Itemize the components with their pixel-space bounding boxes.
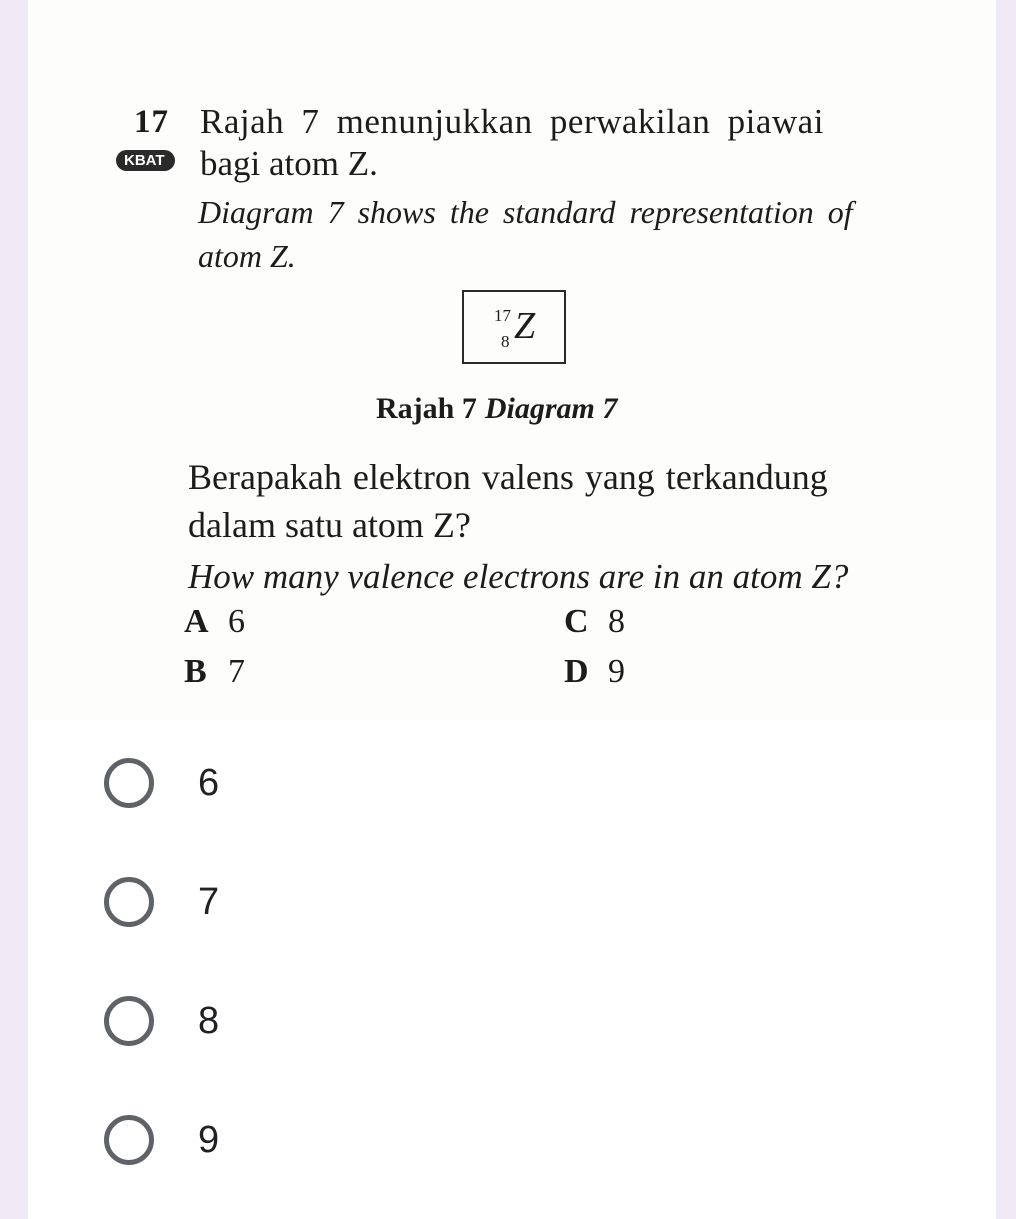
malay-prompt-line-1: Rajah 7 menunjukkan perwakilan piawai: [200, 102, 824, 141]
caption-malay: Rajah 7: [376, 392, 477, 425]
option-value: 6: [228, 603, 245, 640]
question-number: 17: [134, 104, 169, 140]
choice-option-4[interactable]: [104, 1110, 504, 1170]
malay-question-line-2: dalam satu atom Z?: [188, 505, 471, 545]
english-question: How many valence electrons are in an atom Z?: [188, 557, 849, 596]
choice-label: 6: [198, 761, 220, 804]
choice-label: 8: [198, 999, 220, 1042]
option-value: 8: [608, 603, 625, 640]
malay-question-line-1: Berapakah elektron valens yang terkandung: [188, 457, 828, 497]
option-letter: D: [564, 653, 589, 690]
radio-button[interactable]: [104, 758, 154, 808]
printed-option-a: [184, 603, 245, 641]
printed-option-d: [564, 653, 625, 691]
radio-button[interactable]: [104, 1115, 154, 1165]
option-letter: A: [184, 603, 209, 640]
caption-english: Diagram 7: [484, 392, 618, 425]
atom-diagram-box: [462, 290, 566, 364]
choice-option-2[interactable]: [104, 872, 504, 932]
choice-label: 7: [198, 880, 220, 923]
option-value: 9: [608, 653, 625, 690]
proton-number: 8: [501, 332, 510, 351]
question-image: [28, 0, 996, 720]
choice-option-1[interactable]: [104, 753, 504, 813]
radio-button[interactable]: [104, 996, 154, 1046]
option-letter: C: [564, 603, 589, 640]
english-prompt-line-2: atom Z.: [198, 238, 296, 274]
choice-label: 9: [198, 1118, 220, 1161]
diagram-caption: [376, 392, 617, 426]
question-card: [28, 0, 996, 1219]
kbat-badge: KBAT: [116, 150, 175, 171]
option-value: 7: [228, 653, 245, 690]
option-letter: B: [184, 653, 207, 690]
radio-button[interactable]: [104, 877, 154, 927]
printed-option-c: [564, 603, 625, 641]
atom-symbol: Z: [514, 305, 536, 347]
printed-option-b: [184, 653, 245, 691]
malay-prompt-line-2: bagi atom Z.: [200, 144, 378, 183]
choice-option-3[interactable]: [104, 991, 504, 1051]
mass-number: 17: [494, 306, 511, 325]
english-prompt-line-1: Diagram 7 shows the standard representation of: [198, 194, 853, 230]
